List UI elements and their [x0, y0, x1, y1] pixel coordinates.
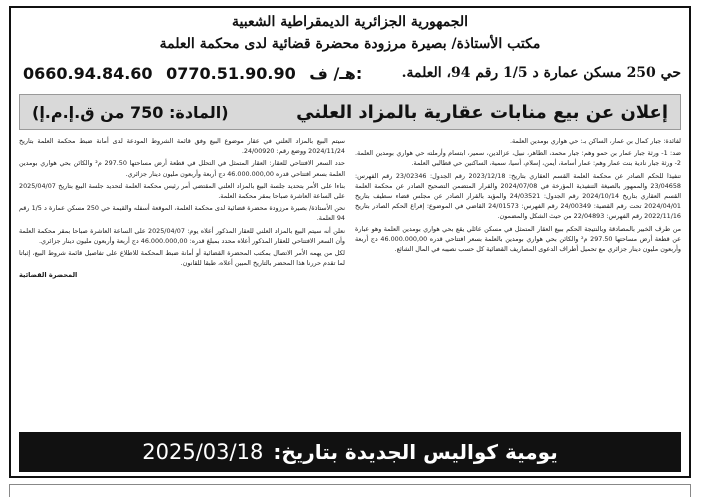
republic-header: الجمهورية الجزائرية الديمقراطية الشعبية [231, 14, 468, 30]
contact-line [19, 60, 681, 86]
paragraph: من طرف الخبير بالمصادقة وبالنتيجة الحكم ببيع العقار المتمثل في مسكن عائلي يقع بحي هواري بومدين العلمة وهو عبارة عن قطعة أرض مساحتها 297.50 م² والكائن بحي هواري بومدين بالعلمة بسعر افتتاحي قدره 46.000.000,00 دج أربعة وأربعون مليون دينار جزائري مع تحميل أطراف الدعوى المصاريف القضائية كل حسب نصيبه في المال الشائع. [355, 224, 681, 254]
phone-numbers [19, 64, 366, 83]
body-column-right [355, 136, 681, 426]
paragraph: لفائدة: جبار كمال بن عمار، الساكن بـ: حي هواري بومدين العلمة. [509, 137, 681, 145]
office-name: مكتب الأستاذة/ بصيرة مرزودة محضرة قضائية لدى محكمة العلمة [159, 36, 541, 52]
phone-prefix: هـ/ ف: [309, 63, 363, 83]
legal-notice [9, 6, 691, 478]
title-banner [19, 94, 681, 130]
phone-number-2: 0660.94.84.60 [23, 63, 153, 83]
legal-article-reference: (المادة: 750 من ق.إ.م.إ) [32, 102, 229, 122]
phone-number-1: 0770.51.90.90 [166, 63, 296, 83]
publication-date: 2025/03/18 [142, 440, 264, 464]
signature-label: المحضرة القضائية [19, 271, 78, 280]
paragraph: سيتم البيع بالمزاد العلني في عقار موضوع البيع وفق قائمة الشروط المودعة لدى أمانة ضبط محكمة العلمة بتاريخ 2024/11/24 ووضع رقم: 24/00920. [19, 137, 345, 156]
next-notice-edge [9, 484, 691, 497]
letterhead [11, 8, 689, 90]
publication-banner [19, 432, 681, 472]
paragraph: حدد السعر الافتتاحي للعقار: العقار المتمثل في التحلل في قطعة أرض مساحتها 297.50 م² والكائن بحي هواري بومدين العلمة بسعر افتتاحي قدره 46.000.000,00 دج أربعة وأربعون مليون دينار جزائري. [19, 159, 345, 178]
publication-label: يومية كواليس الجديدة بتاريخ: [273, 440, 558, 464]
paragraph: ضد: 1- ورثة جبار عمار بن حمو وهم: جبار محمد، الطاهر، نبيل، عزالدين، سمير، ابتسام وأرملته حي هواري بومدين العلمة. 2- ورثة جبار نادية بنت عمار وهم: عمار أسامة، أيمن، إسلام، أسيا، سمية، الساكنين حي قطالبي العلمة. [355, 149, 681, 168]
body-column-left [19, 136, 345, 426]
paragraph: بناءا على الأمر بتحديد جلسة البيع بالمزاد العلني المقتضي أمر رئيس محكمة العلمة لتحديد جلسة البيع بتاريخ 2025/04/07 على الساعة العاشرة صباحا بمقر محكمة العلمة. [19, 181, 345, 201]
paragraph: نحن الأستاذة/ بصيرة مرزودة محضرة قضائية لدى محكمة العلمة، الموقعة أسفله والقيمة حي 250 مسكن عمارة د 1/5 رقم 94 العلمة. [19, 204, 345, 223]
notice-title: إعلان عن بيع منابات عقارية بالمزاد العلني [296, 101, 668, 123]
paragraph: نعلن أنه سيتم البيع بالمزاد العلني للعقار المذكور أعلاه يوم: 2025/04/07 على الساعة العاشرة صباحا بمقر محكمة العلمة وأن السعر الافتتاحي للعقار المذكور أعلاه محدد بمبلغ قدره: 46.000.000,00 دج أربعة وأربعون مليون دينار جزائري. [19, 226, 345, 245]
paragraph: تنفيذا للحكم الصادر عن محكمة العلمة القسم العقاري بتاريخ: 2023/12/18 رقم الجدول: 23/02346 رقم الفهرس: 23/04658 والممهور بالصيغة التنفيذية المؤرخة في 2024/07/08 والقرار المتضمن التصحيح الصادر عن محكمة العلمة القسم العقاري بتاريخ 2024/10/14 رقم الجدول: 24/03521 والمؤيد بالقرار الصادر عن مجلس قضاء سطيف بتاريخ 2024/04/01 تحت رقم القضية: 24/00349 رقم الفهرس: 24/01573 القاضي في الموضوع: إفراغ الحكم الصادر بتاريخ 2022/11/16 رقم الفهرس: 22/04893 من حيث الشكل والمضمون. [355, 171, 681, 221]
notice-body [19, 136, 681, 426]
paragraph: لكل من يهمه الأمر الاتصال بمكتب المحضرة القضائية أو أمانة ضبط المحكمة للاطلاع على تفاصيل قائمة شروط البيع، إثباتا لما تقدم حررنا هذا المحضر بالتاريخ المبين أعلاه، طبقا للقانون. [19, 249, 345, 268]
office-address: حي 250 مسكن عمارة د 1/5 رقم 94، العلمة. [401, 65, 681, 81]
